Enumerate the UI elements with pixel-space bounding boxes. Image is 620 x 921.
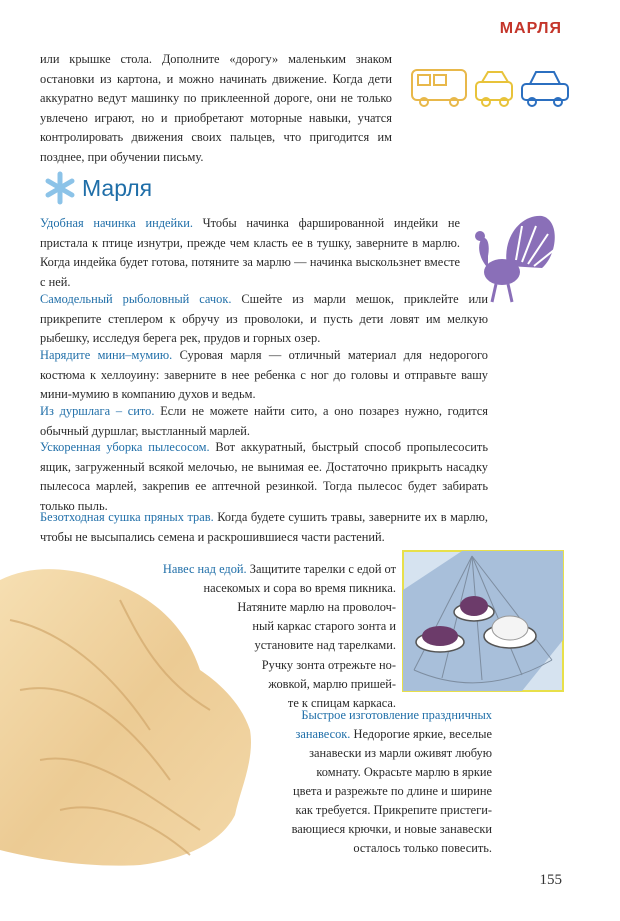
tip-text: Чтобы начинка фаршированной индейки не пристала к птице изнутри, прежде чем класть ее в тушку, заверните в марлю. Когда индейка будет готова, потяните за марлю — начинка выскользнет вместе с ней. bbox=[40, 216, 460, 289]
tip-line: комнату. Окрасьте марлю в яркие bbox=[316, 765, 492, 779]
tip-line: Ручку зонта отрежьте но- bbox=[261, 658, 396, 672]
tip-line: Натяните марлю на проволоч- bbox=[237, 600, 396, 614]
tip-line: вающиеся крючки, и новые занавески bbox=[291, 822, 492, 836]
tip-line: жовкой, марлю пришей- bbox=[268, 677, 396, 691]
tip-lead: Безотходная сушка пряных трав. bbox=[40, 510, 214, 524]
tip-line bbox=[295, 725, 492, 745]
tip-text: Вот аккуратный, быстрый способ пропылесосить ящик, загруженный всякой мелочью, не вынимая ее. Достаточно прикрыть насадку пылесоса марлей, закрепив ее аптечной резинкой. Тогда пылесос будет забирать только пыль. bbox=[40, 440, 488, 513]
tip-text: Сшейте из марли мешок, приклейте или прикрепите степлером к обручу из проволоки, и пусть дети ловят им мелкую рыбешку, исследуя берега рек, прудов и горных озер. bbox=[40, 292, 488, 346]
tip-lead: Быстрое изготовление праздничных bbox=[301, 708, 492, 722]
intro-paragraph: или крышке стола. Дополните «дорогу» маленьким знаком остановки из картона, и можно начинать движение. Когда дети аккуратно ведут машинку по приклеенной дороге, они не только увлечено играют, но и приобретают моторные навыки, учатся контролировать движения своих пальцев, что пригодится им позднее, при обучении письму. bbox=[40, 52, 392, 164]
page-number: 155 bbox=[539, 872, 562, 888]
tip-herbs bbox=[40, 508, 488, 547]
tip-mummy bbox=[40, 346, 488, 405]
bus-drawing bbox=[412, 70, 466, 106]
tip-line bbox=[163, 560, 396, 580]
tip-turkey bbox=[40, 214, 460, 292]
taxi-drawing bbox=[476, 72, 512, 106]
tip-line: занавески из марли оживят любую bbox=[309, 746, 492, 760]
tip-line: насекомых и сора во время пикника. bbox=[203, 581, 396, 595]
canopy-illustration bbox=[402, 550, 564, 692]
tip-lead: Удобная начинка индейки. bbox=[40, 216, 193, 230]
tip-lead: Ускоренная уборка пылесосом. bbox=[40, 440, 210, 454]
tip-line: как требуется. Прикрепите пристеги- bbox=[295, 803, 492, 817]
tip-text: Суровая марля — отличный материал для недорогого костюма к хеллоуину: заверните в нее ребенка с ног до головы и отправьте вашу мини-мумию в компанию духов и ведьм. bbox=[40, 348, 489, 402]
section-title bbox=[42, 170, 152, 206]
tip-vacuum bbox=[40, 438, 488, 516]
tip-lead: Из дуршлага – сито. bbox=[40, 404, 155, 418]
cars-illustration bbox=[408, 58, 578, 118]
tip-sieve bbox=[40, 402, 488, 441]
blue-car-drawing bbox=[522, 72, 568, 106]
tip-line: те к спицам каркаса. bbox=[287, 696, 396, 710]
cheesecloth-photo bbox=[0, 560, 260, 870]
tip-lead: Самодельный рыболовный сачок. bbox=[40, 292, 232, 306]
snowflake-icon bbox=[42, 170, 78, 206]
tip-line: установите над тарелками. bbox=[254, 638, 396, 652]
tip-line: осталось только повесить. bbox=[353, 841, 492, 855]
tip-text: Когда будете сушить травы, заверните их в марлю, чтобы не высыпались семена и раскрошившиеся части растений. bbox=[40, 510, 488, 544]
tip-lead: Навес над едой. bbox=[162, 562, 247, 576]
section-title-text: Марля bbox=[82, 174, 153, 201]
tip-text: Если не можете найти сито, а оно позарез нужно, годится обычный дуршлаг, выстланный марлей. bbox=[40, 404, 488, 438]
tip-text: Защитите тарелки с едой от bbox=[246, 562, 396, 576]
tip-text: Недорогие яркие, веселые bbox=[350, 727, 492, 741]
running-head: МАРЛЯ bbox=[499, 20, 562, 37]
tip-lead: занавесок. bbox=[295, 727, 351, 741]
tip-fishing-net bbox=[40, 290, 488, 349]
tip-line: цвета и разрежьте по длине и ширине bbox=[293, 784, 492, 798]
tip-lead: Нарядите мини–мумию. bbox=[40, 348, 173, 362]
tip-line: ный каркас старого зонта и bbox=[252, 619, 396, 633]
